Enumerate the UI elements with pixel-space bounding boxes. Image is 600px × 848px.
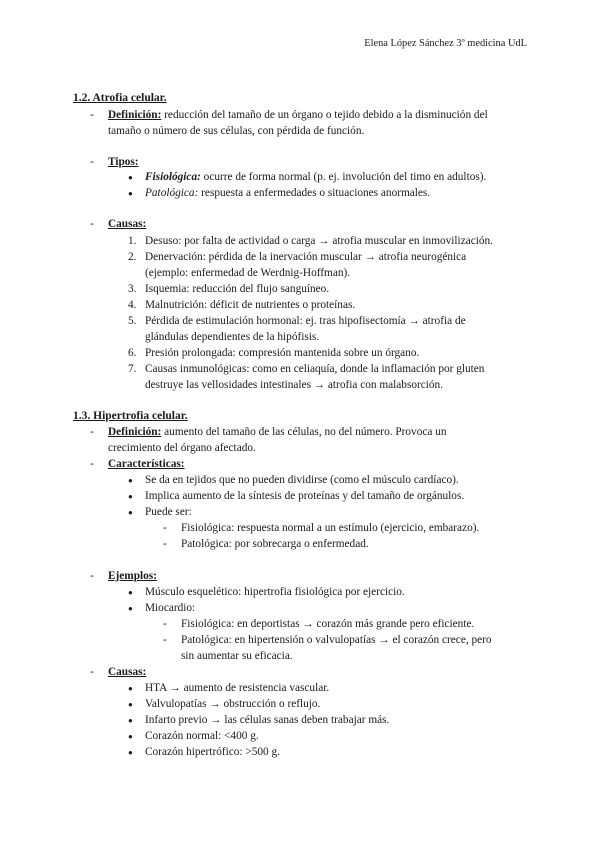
causa-item: Desuso: por falta de actividad o carga → atrofia muscular en inmovilización. [145,235,493,247]
caracteristica-item: Se da en tejidos que no pueden dividirse (como el músculo cardíaco). [145,474,459,486]
dot-bullet: ● [128,492,133,501]
subitem-cont: sin aumentar su eficacia. [181,650,293,662]
dot-bullet: ● [128,173,133,182]
dash-bullet: - [90,666,94,678]
dot-bullet: ● [128,189,133,198]
causa-item: Denervación: pérdida de la inervación muscular → atrofia neurogénica [145,251,467,263]
dot-bullet: ● [128,748,133,757]
tipo-label: Patológica: [145,187,199,199]
tipo-text: ocurre de forma normal (p. ej. involución del timo en adultos). [200,171,487,183]
list-number: 5. [128,315,137,327]
dot-bullet: ● [128,604,133,613]
list-number: 4. [128,299,137,311]
dot-bullet: ● [128,588,133,597]
dash-bullet: - [90,218,94,230]
causa-item: Malnutrición: déficit de nutrientes o proteínas. [145,299,356,311]
dot-bullet: ● [128,732,133,741]
atrofia-definition-line1 [108,107,488,123]
section-title-hipertrofia: 1.3. Hipertrofia celular. [73,410,188,422]
causa-item: Infarto previo → las células sanas deben trabajar más. [145,714,390,726]
causa-item: HTA → aumento de resistencia vascular. [145,682,330,694]
causa-item-cont: (ejemplo: enfermedad de Werdnig-Hoffman). [145,267,351,279]
hipertrofia-definition-line2: crecimiento del órgano afectado. [108,442,256,454]
definition-text: reducción del tamaño de un órgano o tejido debido a la disminución del [161,109,488,121]
dash-bullet: - [163,522,167,534]
ejemplo-item: Músculo esquelético: hipertrofia fisiológica por ejercicio. [145,586,405,598]
tipo-text: respuesta a enfermedades o situaciones anormales. [198,187,431,199]
causa-item-cont: destruye las vellosidades intestinales → atrofia con malabsorción. [145,379,444,391]
dot-bullet: ● [128,476,133,485]
tipo-label: Fisiológica: [145,171,201,183]
dot-bullet: ● [128,716,133,725]
subitem: Patológica: por sobrecarga o enfermedad. [181,538,369,550]
dash-bullet: - [90,156,94,168]
dot-bullet: ● [128,700,133,709]
section-title-atrofia: 1.2. Atrofia celular. [73,92,167,104]
tipo-fisiologica [145,169,486,185]
causa-item-cont: glándulas dependientes de la hipófisis. [145,331,320,343]
definition-text: aumento del tamaño de las células, no del número. Provoca un [161,426,447,438]
causa-item: Corazón normal: <400 g. [145,730,259,742]
dot-bullet: ● [128,684,133,693]
subitem: Fisiológica: en deportistas → corazón más grande pero eficiente. [181,618,475,630]
causas-label: Causas: [108,218,147,230]
causa-item: Valvulopatías → obstrucción o reflujo. [145,698,321,710]
subitem: Fisiológica: respuesta normal a un estímulo (ejercicio, embarazo). [181,522,480,534]
definition-label: Definición: [108,426,162,438]
caracteristica-item: Puede ser: [145,506,192,518]
subitem: Patológica: en hipertensión o valvulopatías → el corazón crece, pero [181,634,492,646]
dash-bullet: - [90,570,94,582]
dash-bullet: - [163,618,167,630]
causa-item: Isquemia: reducción del flujo sanguíneo. [145,283,330,295]
caracteristicas-label: Características: [108,458,185,470]
ejemplo-item: Miocardio: [145,602,196,614]
tipo-patologica [145,185,430,201]
list-number: 2. [128,251,137,263]
list-number: 7. [128,363,137,375]
dash-bullet: - [163,538,167,550]
tipos-label: Tipos: [108,156,139,168]
dash-bullet: - [90,426,94,438]
caracteristica-item: Implica aumento de la síntesis de proteínas y del tamaño de orgánulos. [145,490,465,502]
dash-bullet: - [90,109,94,121]
causa-item: Causas inmunológicas: como en celiaquía, donde la inflamación por gluten [145,363,485,375]
list-number: 1. [128,235,137,247]
causa-item: Corazón hipertrófico: >500 g. [145,746,280,758]
hipertrofia-definition-line1 [108,424,447,440]
definition-label: Definición: [108,109,162,121]
causa-item: Presión prolongada: compresión mantenida sobre un órgano. [145,347,420,359]
dot-bullet: ● [128,508,133,517]
list-number: 3. [128,283,137,295]
causa-item: Pérdida de estimulación hormonal: ej. tras hipofisectomía → atrofia de [145,315,466,327]
page-header-author: Elena López Sánchez 3º medicina UdL [364,38,527,49]
list-number: 6. [128,347,137,359]
ejemplos-label: Ejemplos: [108,570,157,582]
dash-bullet: - [163,634,167,646]
dash-bullet: - [90,458,94,470]
atrofia-definition-line2: tamaño o número de sus células, con pérdida de función. [108,125,365,137]
causas-label: Causas: [108,666,147,678]
